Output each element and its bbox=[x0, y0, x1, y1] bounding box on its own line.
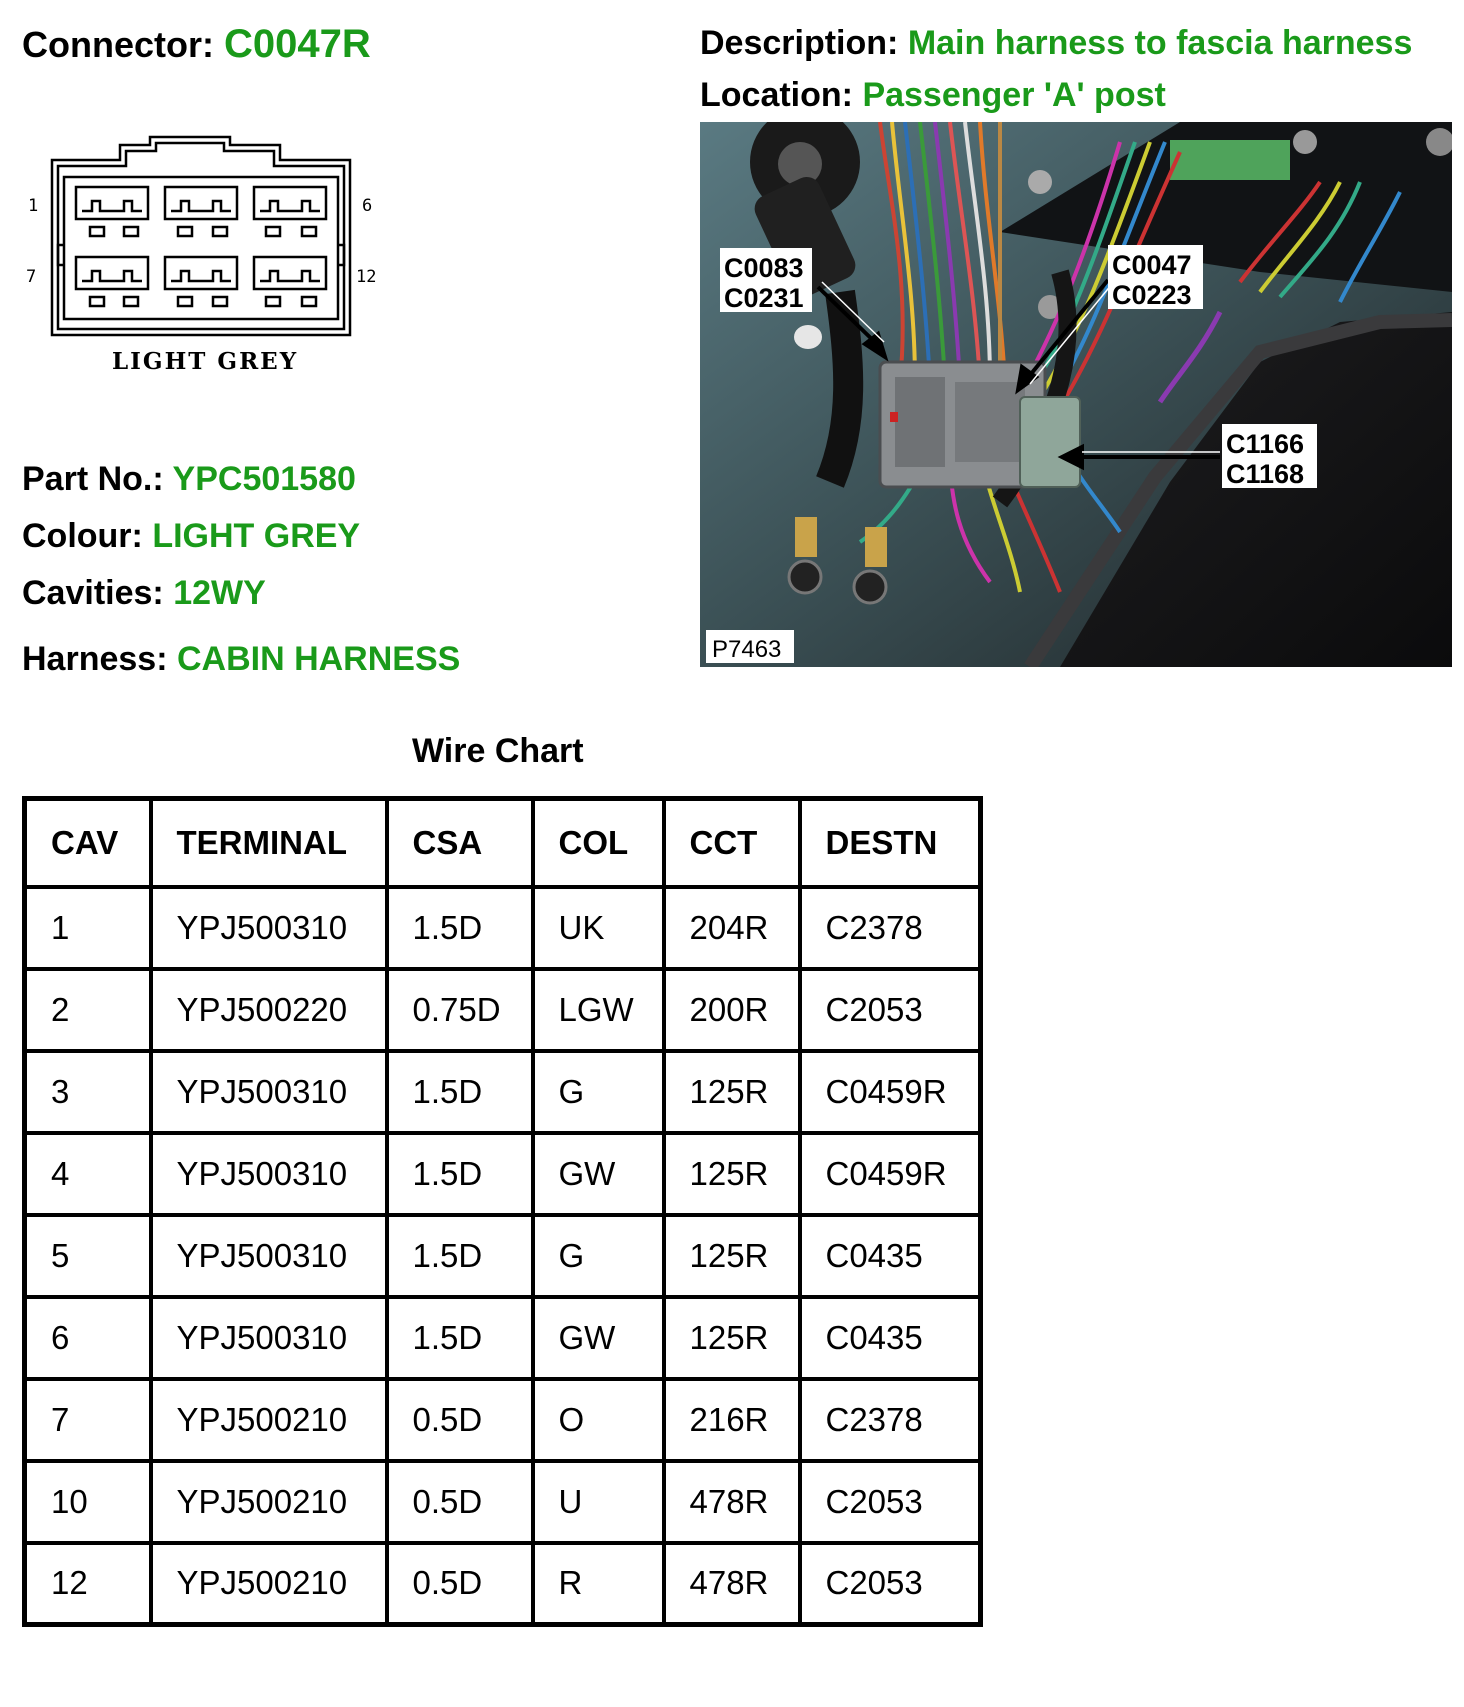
cell-destn: C2053 bbox=[800, 969, 981, 1051]
cell-terminal: YPJ500310 bbox=[151, 1051, 387, 1133]
location-label: Location: bbox=[700, 76, 853, 114]
cell-col: U bbox=[533, 1461, 664, 1543]
header-csa: CSA bbox=[387, 799, 533, 887]
header-terminal: TERMINAL bbox=[151, 799, 387, 887]
header-col: COL bbox=[533, 799, 664, 887]
cell-cav: 7 bbox=[25, 1379, 151, 1461]
harness-value: CABIN HARNESS bbox=[176, 640, 461, 678]
cell-col: G bbox=[533, 1215, 664, 1297]
location-photo bbox=[700, 122, 1452, 667]
pin-label-12: 12 bbox=[356, 267, 377, 287]
callout-c1166: C1166 bbox=[1226, 429, 1305, 459]
cell-csa: 0.5D bbox=[387, 1379, 533, 1461]
connector-value: C0047R bbox=[224, 22, 371, 66]
table-header-row bbox=[25, 799, 981, 887]
cell-col: UK bbox=[533, 887, 664, 969]
cell-csa: 1.5D bbox=[387, 887, 533, 969]
cell-cav: 12 bbox=[25, 1543, 151, 1625]
cell-cct: 125R bbox=[664, 1051, 800, 1133]
cell-terminal: YPJ500310 bbox=[151, 1133, 387, 1215]
cell-col: GW bbox=[533, 1297, 664, 1379]
colour-value: LIGHT GREY bbox=[152, 517, 361, 555]
callout-c0231: C0231 bbox=[724, 283, 804, 313]
header-cav: CAV bbox=[25, 799, 151, 887]
cell-csa: 1.5D bbox=[387, 1215, 533, 1297]
table-row bbox=[25, 1215, 981, 1297]
cavities-field bbox=[22, 574, 266, 613]
cell-cav: 4 bbox=[25, 1133, 151, 1215]
harness-label: Harness: bbox=[22, 640, 168, 678]
callout-c0223: C0223 bbox=[1112, 280, 1192, 310]
table-row bbox=[25, 1297, 981, 1379]
table-row bbox=[25, 1543, 981, 1625]
header-destn: DESTN bbox=[800, 799, 981, 887]
cell-destn: C2053 bbox=[800, 1461, 981, 1543]
description-label: Description: bbox=[700, 24, 899, 62]
pin-label-6: 6 bbox=[362, 196, 373, 216]
pin-label-7: 7 bbox=[26, 267, 37, 287]
cell-csa: 0.75D bbox=[387, 969, 533, 1051]
cell-csa: 1.5D bbox=[387, 1051, 533, 1133]
cell-cct: 125R bbox=[664, 1297, 800, 1379]
connector-face-diagram bbox=[20, 135, 390, 395]
cell-cav: 3 bbox=[25, 1051, 151, 1133]
colour-label: Colour: bbox=[22, 517, 143, 555]
cell-col: G bbox=[533, 1051, 664, 1133]
wire-chart-title: Wire Chart bbox=[412, 732, 584, 770]
cell-destn: C0435 bbox=[800, 1297, 981, 1379]
description-field bbox=[700, 24, 1412, 63]
location-value: Passenger 'A' post bbox=[862, 76, 1166, 114]
connector-label: Connector: bbox=[22, 24, 214, 65]
cell-destn: C2378 bbox=[800, 1379, 981, 1461]
table-row bbox=[25, 1461, 981, 1543]
photo-ref-label: P7463 bbox=[712, 636, 782, 663]
callout-c0083: C0083 bbox=[724, 253, 804, 283]
colour-field bbox=[22, 517, 360, 556]
cell-terminal: YPJ500310 bbox=[151, 1297, 387, 1379]
cell-terminal: YPJ500220 bbox=[151, 969, 387, 1051]
cell-col: O bbox=[533, 1379, 664, 1461]
cell-cct: 125R bbox=[664, 1133, 800, 1215]
cell-terminal: YPJ500210 bbox=[151, 1461, 387, 1543]
cell-cct: 478R bbox=[664, 1461, 800, 1543]
cell-terminal: YPJ500310 bbox=[151, 887, 387, 969]
callout-c1168: C1168 bbox=[1226, 459, 1305, 489]
cell-cav: 6 bbox=[25, 1297, 151, 1379]
connector-field bbox=[22, 22, 371, 67]
cell-destn: C0459R bbox=[800, 1051, 981, 1133]
cell-csa: 0.5D bbox=[387, 1543, 533, 1625]
cell-cav: 1 bbox=[25, 887, 151, 969]
harness-field bbox=[22, 640, 460, 679]
cell-col: R bbox=[533, 1543, 664, 1625]
cell-cav: 10 bbox=[25, 1461, 151, 1543]
cell-destn: C2053 bbox=[800, 1543, 981, 1625]
cell-cav: 2 bbox=[25, 969, 151, 1051]
cell-cct: 478R bbox=[664, 1543, 800, 1625]
cell-terminal: YPJ500210 bbox=[151, 1543, 387, 1625]
cell-destn: C0459R bbox=[800, 1133, 981, 1215]
table-row bbox=[25, 1379, 981, 1461]
part-no-field bbox=[22, 460, 356, 499]
cell-col: LGW bbox=[533, 969, 664, 1051]
header-cct: CCT bbox=[664, 799, 800, 887]
cell-terminal: YPJ500210 bbox=[151, 1379, 387, 1461]
cell-csa: 1.5D bbox=[387, 1297, 533, 1379]
cell-col: GW bbox=[533, 1133, 664, 1215]
cell-cct: 125R bbox=[664, 1215, 800, 1297]
description-value: Main harness to fascia harness bbox=[907, 24, 1413, 62]
cell-destn: C0435 bbox=[800, 1215, 981, 1297]
pin-label-1: 1 bbox=[28, 196, 39, 216]
cell-csa: 1.5D bbox=[387, 1133, 533, 1215]
cell-cav: 5 bbox=[25, 1215, 151, 1297]
table-row bbox=[25, 969, 981, 1051]
part-no-value: YPC501580 bbox=[172, 460, 356, 498]
table-row bbox=[25, 1051, 981, 1133]
callout-c0047: C0047 bbox=[1112, 250, 1192, 280]
cavities-value: 12WY bbox=[173, 574, 266, 612]
part-no-label: Part No.: bbox=[22, 460, 164, 498]
cell-csa: 0.5D bbox=[387, 1461, 533, 1543]
cell-cct: 204R bbox=[664, 887, 800, 969]
cavities-label: Cavities: bbox=[22, 574, 164, 612]
diagram-caption: LIGHT GREY bbox=[112, 348, 299, 375]
cell-cct: 216R bbox=[664, 1379, 800, 1461]
location-field bbox=[700, 76, 1166, 115]
table-row bbox=[25, 887, 981, 969]
cell-terminal: YPJ500310 bbox=[151, 1215, 387, 1297]
cell-cct: 200R bbox=[664, 969, 800, 1051]
table-row bbox=[25, 1133, 981, 1215]
cell-destn: C2378 bbox=[800, 887, 981, 969]
wire-chart-table bbox=[22, 796, 983, 1627]
